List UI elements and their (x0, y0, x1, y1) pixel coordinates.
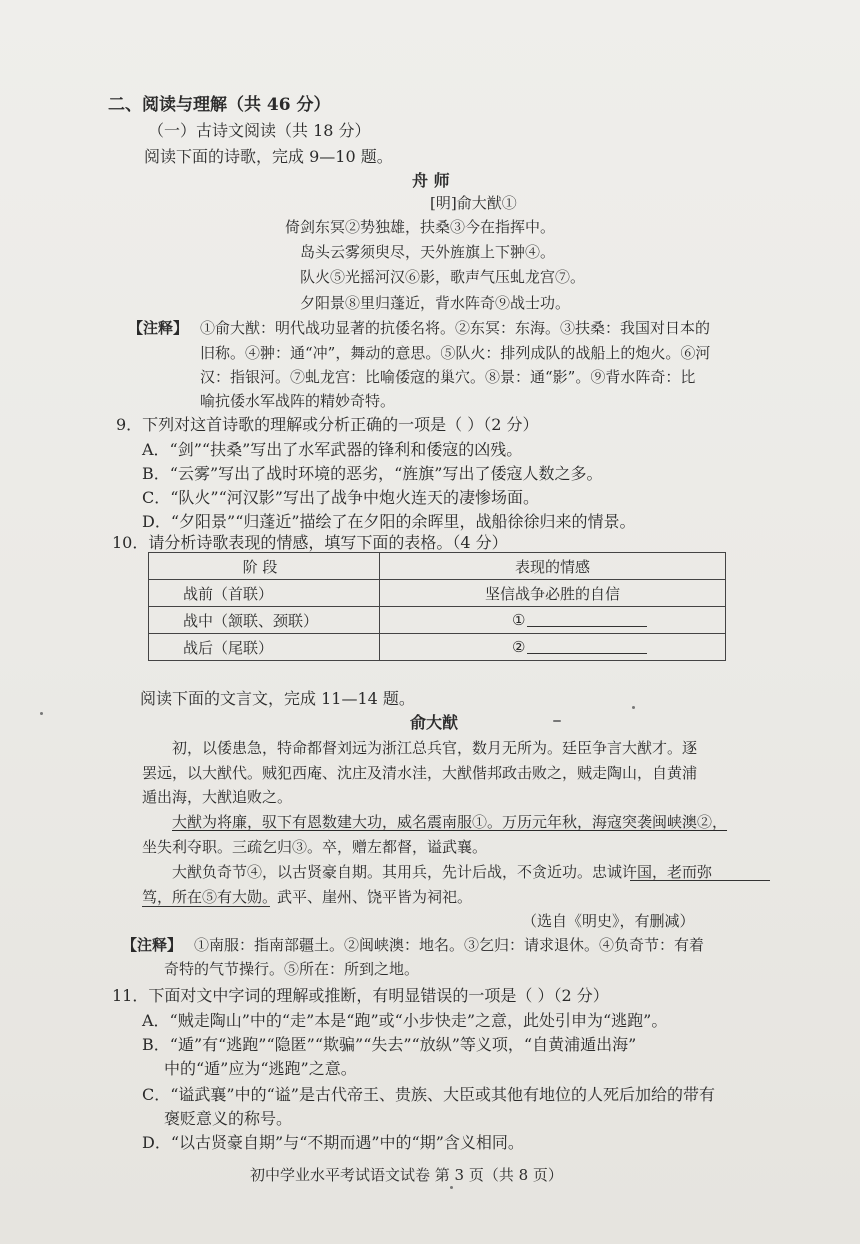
emotion-table (148, 552, 726, 661)
answer-blank[interactable] (527, 639, 647, 654)
question-9-option-a: A．“剑”“扶桑”写出了水军武器的锋利和倭寇的凶残。 (142, 440, 523, 459)
poem-line: 夕阳景⑧里归蓬近，背水阵奇⑨战士功。 (300, 294, 571, 312)
note-line: ①俞大猷：明代战功显著的抗倭名将。②东冥：东海。③扶桑：我国对日本的 (200, 319, 711, 337)
classical-title: 俞大猷 (410, 713, 459, 732)
passage-line: 罢远，以大猷代。贼犯西庵、沈庄及清水洼，大猷偕邦政击败之，贼走陶山，自黄浦 (142, 764, 698, 782)
question-11-option-d: D．“以古贤豪自期”与“不期而遇”中的“期”含义相同。 (142, 1133, 524, 1152)
table-header-row (149, 553, 726, 580)
passage-line-underlined: 大猷为将廉，驭下有恩数建大功，威名震南服①。万历元年秋，海寇突袭闽峡澳②， (172, 813, 728, 831)
passage-line: 大猷负奇节④，以古贤豪自期。其用兵，先计后战，不贪近功。忠诚许国，老而弥 (172, 863, 713, 881)
question-9-option-d: D．“夕阳景”“归蓬近”描绘了在夕阳的余晖里，战船徐徐归来的情景。 (142, 512, 636, 531)
note-line: ①南服：指南部疆土。②闽峡澳：地名。③乞归：请求退休。④负奇节：有着 (194, 936, 705, 954)
scan-speck (553, 720, 561, 722)
table-cell-stage: 战前（首联） (149, 580, 380, 607)
scan-speck (40, 712, 43, 715)
question-9-option-c: C．“队火”“河汉影”写出了战争中炮火连天的凄惨场面。 (142, 488, 539, 507)
notes-label: 【注释】 (122, 936, 183, 954)
classical-instruction: 阅读下面的文言文，完成 11—14 题。 (140, 689, 415, 708)
underline-mark (142, 906, 270, 907)
note-line: 汉：指银河。⑦虬龙宫：比喻倭寇的巢穴。⑧景：通“影”。⑨背水阵奇：比 (200, 368, 696, 386)
question-11-option-c: C．“谥武襄”中的“谥”是古代帝王、贵族、大臣或其他有地位的人死后加给的带有 (142, 1085, 715, 1104)
answer-marker: ② (512, 638, 526, 656)
underline-mark (630, 880, 770, 881)
table-row (149, 607, 726, 634)
passage-line: 初，以倭患急，特命都督刘远为浙江总兵官，数月无所为。廷臣争言大猷才。逐 (172, 739, 698, 757)
scan-speck (450, 1186, 453, 1189)
section-title: 二、阅读与理解（共 46 分） (108, 95, 331, 115)
poem-instruction: 阅读下面的诗歌，完成 9—10 题。 (144, 147, 393, 166)
table-header-emotion: 表现的情感 (380, 553, 726, 580)
note-line: 旧称。④翀：通“冲”，舞动的意思。⑤队火：排列成队的战船上的炮火。⑥河 (200, 344, 711, 362)
answer-marker: ① (512, 611, 526, 629)
passage-source: （选自《明史》，有删减） (522, 912, 695, 930)
page-footer: 初中学业水平考试语文试卷 第 3 页（共 8 页） (250, 1166, 563, 1184)
poem-author: [明]俞大猷① (430, 194, 517, 212)
question-11-stem: 11．下面对文中字词的理解或推断，有明显错误的一项是（ ）（2 分） (112, 986, 609, 1005)
table-row (149, 634, 726, 661)
passage-line: 笃，所在⑤有大勋。武平、崖州、饶平皆为祠祀。 (142, 888, 473, 906)
subsection-title: （一）古诗文阅读（共 18 分） (148, 121, 371, 140)
poem-line: 岛头云雾须臾尽，天外旌旗上下翀④。 (300, 243, 556, 261)
scan-speck (632, 706, 635, 709)
poem-line: 倚剑东冥②势独雄，扶桑③今在指挥中。 (285, 218, 556, 236)
answer-blank[interactable] (527, 612, 647, 627)
note-line: 喻抗倭水军战阵的精妙奇特。 (200, 392, 396, 410)
question-11-option-a: A．“贼走陶山”中的“走”本是“跑”或“小步快走”之意，此处引申为“逃跑”。 (142, 1011, 668, 1030)
table-answer-cell[interactable] (380, 607, 726, 634)
poem-title: 舟 师 (412, 171, 450, 190)
question-9-stem: 9．下列对这首诗歌的理解或分析正确的一项是（ ）（2 分） (116, 415, 539, 434)
question-9-option-b: B．“云雾”写出了战时环境的恶劣，“旌旗”写出了倭寇人数之多。 (142, 464, 603, 483)
passage-line: 遁出海，大猷追败之。 (142, 788, 293, 806)
question-10-stem: 10．请分析诗歌表现的情感，填写下面的表格。（4 分） (112, 533, 508, 552)
table-answer-cell[interactable] (380, 634, 726, 661)
table-cell-stage: 战后（尾联） (149, 634, 380, 661)
question-11-option-c-cont: 褒贬意义的称号。 (164, 1109, 293, 1128)
table-cell-emotion: 坚信战争必胜的自信 (380, 580, 726, 607)
question-11-option-b: B．“遁”有“逃跑”“隐匿”“欺骗”“失去”“放纵”等义项，“自黄浦遁出海” (142, 1035, 637, 1054)
passage-line: 坐失利夺职。三疏乞归③。卒，赠左都督，谥武襄。 (142, 838, 488, 856)
table-cell-stage: 战中（颔联、颈联） (149, 607, 380, 634)
poem-line: 队火⑤光摇河汉⑥影，歌声气压虬龙宫⑦。 (300, 268, 586, 286)
note-line: 奇特的气节操行。⑤所在：所到之地。 (164, 960, 420, 978)
question-11-option-b-cont: 中的“遁”应为“逃跑”之意。 (164, 1059, 357, 1078)
table-header-stage: 阶 段 (149, 553, 380, 580)
notes-label: 【注释】 (128, 319, 189, 337)
table-row (149, 580, 726, 607)
